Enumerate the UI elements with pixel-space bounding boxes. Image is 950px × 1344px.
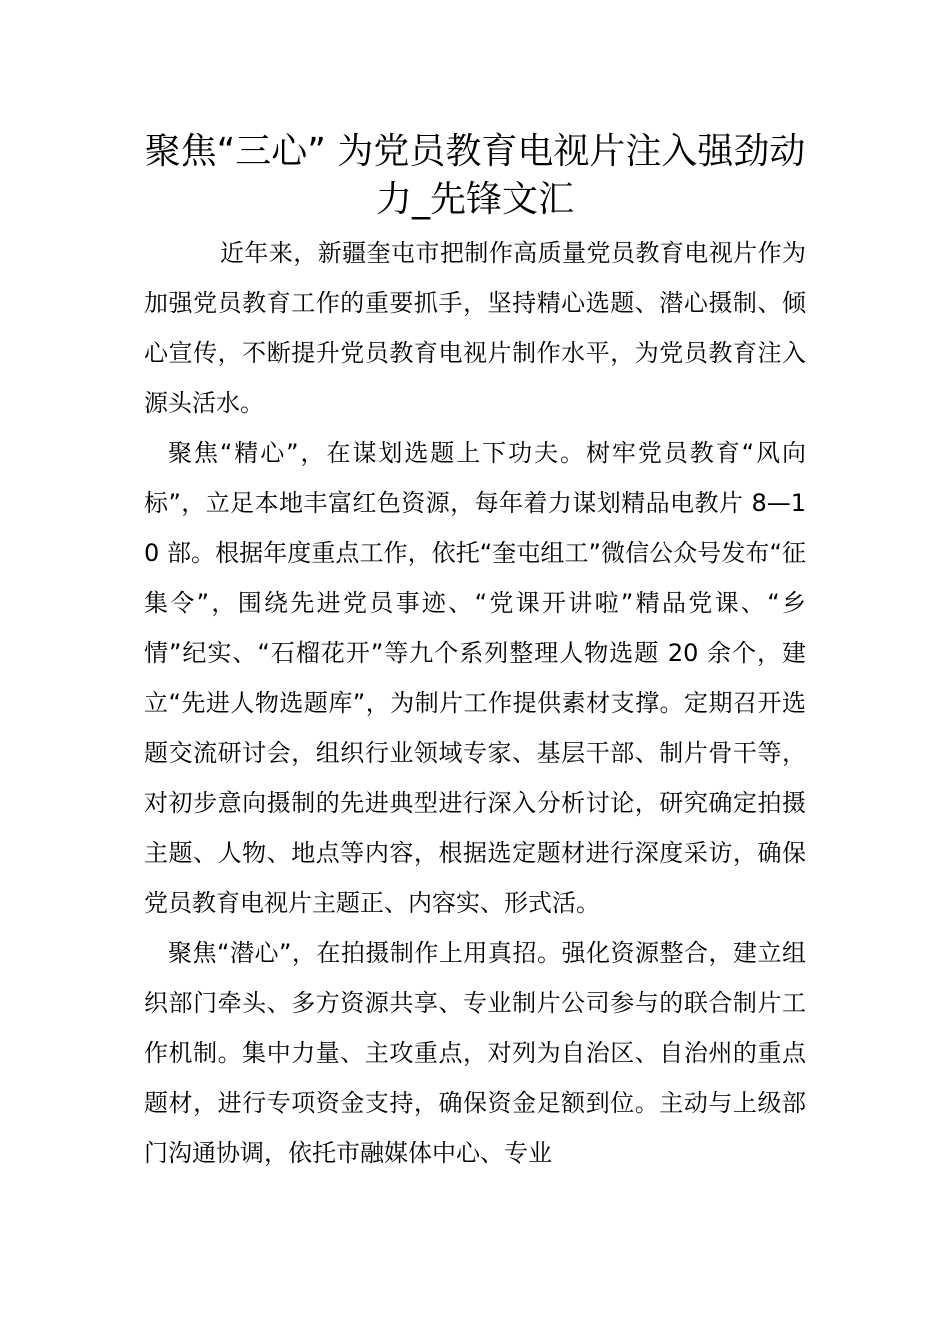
paragraph-intro: 近年来，新疆奎屯市把制作高质量党员教育电视片作为加强党员教育工作的重要抓手，坚持精心选题、潜心摄制、倾心宣传，不断提升党员教育电视片制作水平，为党员教育注入源头活水。 — [144, 239, 806, 417]
document-title: 聚焦“三心” 为党员教育电视片注入强劲动力_先锋文汇 — [144, 131, 806, 220]
document-body — [144, 228, 806, 1178]
paragraph-jingxin: 聚焦“精心”，在谋划选题上下功夫。树牢党员教育“风向标”，立足本地丰富红色资源，每年着力谋划精品电教片 8—10 部。根据年度重点工作，依托“奎屯组工”微信公众号发布“征集令”，围绕先进党员事迹、“党课开讲啦”精品党课、“乡情”纪实、“石榴花开”等九个系列整理人物选题 20 余个，建立“先进人物选题库”，为制片工作提供素材支撑。定期召开选题交流研讨会，组织行业领域专家、基层干部、制片骨干等，对初步意向摄制的先进典型进行深入分析讨论，研究确定拍摄主题、人物、地点等内容，根据选定题材进行深度采访，确保党员教育电视片主题正、内容实、形式活。 — [144, 439, 806, 917]
paragraph-qianxin: 聚焦“潜心”，在拍摄制作上用真招。强化资源整合，建立组织部门牵头、多方资源共享、专业制片公司参与的联合制片工作机制。集中力量、主攻重点，对列为自治区、自治州的重点题材，进行专项资金支持，确保资金足额到位。主动与上级部门沟通协调，依托市融媒体中心、专业 — [144, 939, 806, 1167]
